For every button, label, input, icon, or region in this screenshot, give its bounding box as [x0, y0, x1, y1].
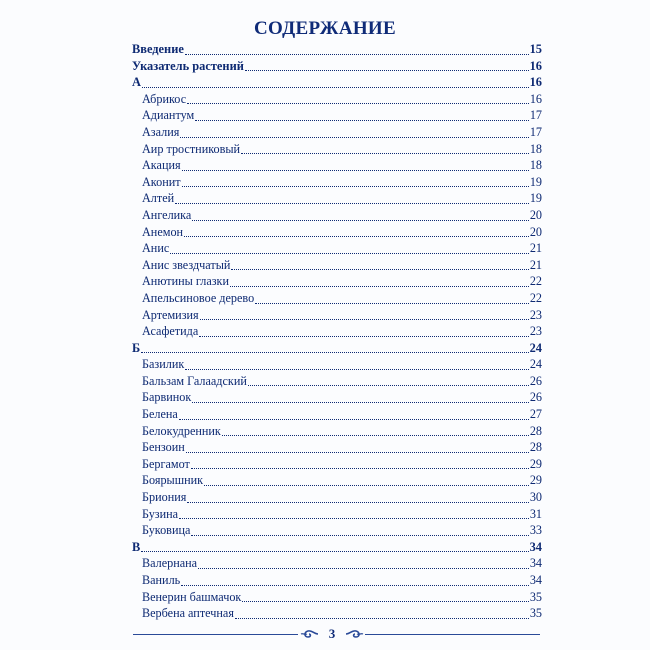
dot-leader: [222, 435, 529, 436]
toc-entry-row: [132, 356, 542, 373]
toc-entry-label: Базилик: [142, 357, 185, 372]
toc-entry-label: Абрикос: [142, 91, 187, 106]
dot-leader: [179, 518, 529, 519]
dot-leader: [182, 170, 529, 171]
toc-entry-row: [132, 257, 542, 274]
toc-page-number: 17: [529, 124, 542, 139]
page-title: СОДЕРЖАНИЕ: [254, 18, 396, 39]
toc-page-number: 28: [529, 423, 542, 438]
toc-entry-label: Анис: [142, 241, 170, 256]
toc-page-number: 23: [529, 324, 542, 339]
dot-leader: [235, 618, 529, 619]
toc-entry-row: [132, 190, 542, 207]
toc-entry-row: [132, 406, 542, 423]
toc-page-number: 18: [529, 141, 542, 156]
dot-leader: [141, 352, 528, 353]
dot-leader: [204, 485, 529, 486]
toc-page-number: 27: [529, 407, 542, 422]
toc-entry-row: [132, 439, 542, 456]
toc-entry-label: Адиантум: [142, 108, 195, 123]
dot-leader: [231, 269, 528, 270]
toc-page-number: 19: [529, 191, 542, 206]
dot-leader: [242, 601, 528, 602]
dot-leader: [141, 551, 528, 552]
dot-leader: [198, 568, 529, 569]
dot-leader: [241, 153, 529, 154]
toc-page-number: 16: [529, 58, 542, 73]
toc-entry-label: Ангелика: [142, 207, 192, 222]
dot-leader: [255, 303, 529, 304]
toc-entry-label: Аир тростниковый: [142, 141, 241, 156]
dot-leader: [180, 137, 528, 138]
toc-entry-label: Белокудренник: [142, 423, 221, 438]
toc-entry-row: [132, 141, 542, 158]
toc-section-row: [132, 74, 542, 91]
toc-entry-row: [132, 124, 542, 141]
toc-entry-row: [132, 423, 542, 440]
toc-entry-label: Введение: [132, 42, 184, 56]
dot-leader: [170, 253, 529, 254]
toc-entry-row: [132, 174, 542, 191]
toc-section-row: [132, 41, 542, 58]
dot-leader: [186, 452, 529, 453]
toc-page-number: 22: [529, 274, 542, 289]
dot-leader: [184, 236, 529, 237]
toc-page-number: 20: [529, 224, 542, 239]
toc-page-number: 33: [529, 523, 542, 538]
toc-entry-row: [132, 307, 542, 324]
toc-page-number: 22: [529, 290, 542, 305]
toc-entry-label: Буковица: [142, 523, 191, 538]
toc-entry-label: Указатель растений: [132, 58, 244, 73]
toc-section-row: [132, 539, 542, 556]
toc-page-number: 21: [529, 241, 542, 256]
footer-rule-left: [133, 634, 298, 635]
toc-entry-label: Бриония: [142, 490, 187, 505]
toc-entry-label: Б: [132, 340, 141, 355]
dot-leader: [175, 203, 529, 204]
dot-leader: [181, 585, 529, 586]
toc-page-number: 29: [529, 473, 542, 488]
toc-entry-label: Анютины глазки: [142, 274, 230, 289]
toc-entry-label: Бергамот: [142, 456, 190, 471]
toc-entry-row: [132, 107, 542, 124]
toc-page-number: 15: [529, 42, 542, 56]
toc-entry-label: Белена: [142, 407, 178, 422]
footer-rule-right: [365, 634, 540, 635]
toc-page-number: 26: [529, 390, 542, 405]
swirl-left-icon: [299, 625, 319, 643]
toc-page-number: 26: [529, 373, 542, 388]
toc-entry-row: [132, 522, 542, 539]
toc-entry-label: Боярышник: [142, 473, 204, 488]
toc-page-number: 34: [529, 539, 542, 554]
toc-entry-row: [132, 555, 542, 572]
toc-entry-label: Азалия: [142, 124, 180, 139]
dot-leader: [142, 87, 529, 88]
toc-page-number: 24: [529, 340, 542, 355]
toc-entry-label: В: [132, 539, 141, 554]
toc-entry-label: Аконит: [142, 174, 181, 189]
dot-leader: [191, 535, 528, 536]
toc-section-row: [132, 58, 542, 75]
toc-section-row: [132, 340, 542, 357]
toc-entry-row: [132, 207, 542, 224]
toc-entry-row: [132, 240, 542, 257]
toc-entry-row: [132, 224, 542, 241]
toc-entry-row: [132, 506, 542, 523]
toc-page-number: 18: [529, 158, 542, 173]
toc-entry-label: Валернана: [142, 556, 198, 571]
toc-entry-label: Бензоин: [142, 440, 185, 455]
dot-leader: [185, 54, 529, 55]
dot-leader: [230, 286, 529, 287]
toc-page-number: 29: [529, 456, 542, 471]
toc-entry-row: [132, 157, 542, 174]
toc-page-number: 35: [529, 589, 542, 604]
toc-entry-label: Венерин башмачок: [142, 589, 242, 604]
toc-entry-label: А: [132, 75, 141, 90]
table-of-contents: [132, 41, 542, 622]
toc-entry-label: Артемизия: [142, 307, 199, 322]
swirl-right-icon: [345, 625, 365, 643]
toc-entry-row: [132, 605, 542, 622]
toc-entry-row: [132, 456, 542, 473]
dot-leader: [191, 468, 529, 469]
toc-entry-label: Асафетида: [142, 324, 199, 339]
toc-page-number: 23: [529, 307, 542, 322]
toc-entry-row: [132, 373, 542, 390]
toc-entry-row: [132, 389, 542, 406]
dot-leader: [199, 336, 529, 337]
toc-page-number: 34: [529, 556, 542, 571]
dot-leader: [200, 319, 529, 320]
toc-entry-label: Анемон: [142, 224, 184, 239]
toc-entry-label: Ваниль: [142, 573, 181, 587]
toc-entry-label: Вербена аптечная: [142, 606, 234, 621]
toc-page-number: 19: [529, 174, 542, 189]
toc-entry-label: Барвинок: [142, 390, 192, 405]
toc-entry-label: Акация: [142, 158, 181, 173]
dot-leader: [195, 120, 529, 121]
toc-page-number: 35: [529, 606, 542, 621]
dot-leader: [248, 385, 529, 386]
toc-entry-label: Бальзам Галаадский: [142, 373, 247, 388]
toc-page-number: 31: [529, 506, 542, 521]
toc-page-number: 24: [529, 357, 542, 372]
toc-entry-label: Алтей: [142, 191, 175, 206]
dot-leader: [187, 502, 528, 503]
toc-entry-row: [132, 572, 542, 589]
dot-leader: [192, 402, 528, 403]
toc-entry-row: [132, 273, 542, 290]
toc-entry-row: [132, 489, 542, 506]
dot-leader: [185, 369, 529, 370]
toc-page-number: 20: [529, 207, 542, 222]
toc-entry-row: [132, 323, 542, 340]
toc-entry-label: Бузина: [142, 506, 179, 521]
toc-entry-row: [132, 290, 542, 307]
toc-entry-row: [132, 91, 542, 108]
dot-leader: [187, 103, 529, 104]
toc-entry-label: Анис звездчатый: [142, 257, 231, 272]
toc-entry-label: Апельсиновое дерево: [142, 290, 255, 305]
toc-page-number: 16: [529, 75, 542, 90]
dot-leader: [192, 220, 528, 221]
toc-page-number: 28: [529, 440, 542, 455]
toc-page-number: 34: [529, 573, 542, 587]
dot-leader: [245, 70, 529, 71]
toc-page-number: 17: [529, 108, 542, 123]
dot-leader: [182, 186, 529, 187]
dot-leader: [179, 419, 529, 420]
page-number: 3: [328, 626, 336, 641]
toc-entry-row: [132, 472, 542, 489]
toc-page-number: 21: [529, 257, 542, 272]
toc-page-number: 16: [529, 91, 542, 106]
toc-page-number: 30: [529, 490, 542, 505]
toc-entry-row: [132, 589, 542, 606]
